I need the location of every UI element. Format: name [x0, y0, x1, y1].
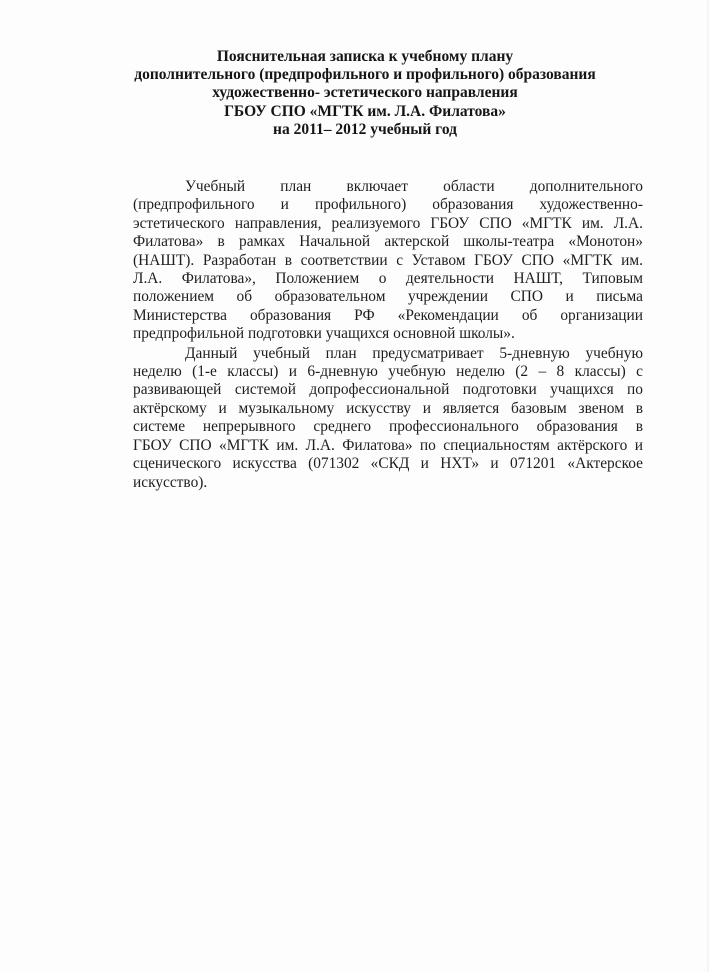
title-line: на 2011– 2012 учебный год [273, 120, 457, 138]
text-line: неделю (1-е классы) и 6-дневную учебную неделю (2 – 8 классы) с [133, 363, 643, 381]
text-line: эстетического направления, реализуемого ГБОУ СПО «МГТК им. Л.А. [133, 214, 643, 232]
text-line: (НАШТ). Разработан в соответствии с Уставом ГБОУ СПО «МГТК им. [133, 251, 643, 269]
paragraph-curriculum-scope [133, 178, 643, 344]
title-line: художественно- эстетического направления [212, 84, 518, 102]
text-line: положением об образовательном учреждении СПО и письма [133, 288, 643, 306]
text-line: системе непрерывного среднего профессионального образования в [133, 418, 643, 436]
text-line: развивающей системой допрофессиональной подготовки учащихся по [133, 381, 643, 399]
document-body [133, 178, 643, 492]
text-line: Учебный план включает области дополнительного [185, 178, 643, 195]
text-line: искусство). [133, 473, 208, 491]
text-line: Л.А. Филатова», Положением о деятельности НАШТ, Типовым [133, 270, 643, 288]
paragraph-weekly-schedule [133, 345, 643, 492]
text-line: предпрофильной подготовки учащихся основной школы». [133, 325, 515, 343]
text-line: ГБОУ СПО «МГТК им. Л.А. Филатова» по специальностям актёрского и [133, 436, 643, 454]
text-line: (предпрофильного и профильного) образования художественно- [133, 196, 643, 214]
text-line: Министерства образования РФ «Рекомендации об организации [133, 306, 643, 324]
text-line: Филатова» в рамках Начальной актерской школы-театра «Монотон» [133, 233, 643, 251]
title-line: Пояснительная записка к учебному плану [216, 48, 514, 65]
document-title [100, 48, 630, 139]
text-line: актёрскому и музыкальному искусству и является базовым звеном в [133, 399, 643, 417]
text-line: сценического искусства (071302 «СКД и НХТ» и 071201 «Актерское [133, 455, 643, 473]
title-line: дополнительного (предпрофильного и профильного) образования [134, 66, 596, 84]
text-line: Данный учебный план предусматривает 5-дневную учебную [185, 344, 643, 362]
title-line: ГБОУ СПО «МГТК им. Л.А. Филатова» [224, 102, 506, 120]
